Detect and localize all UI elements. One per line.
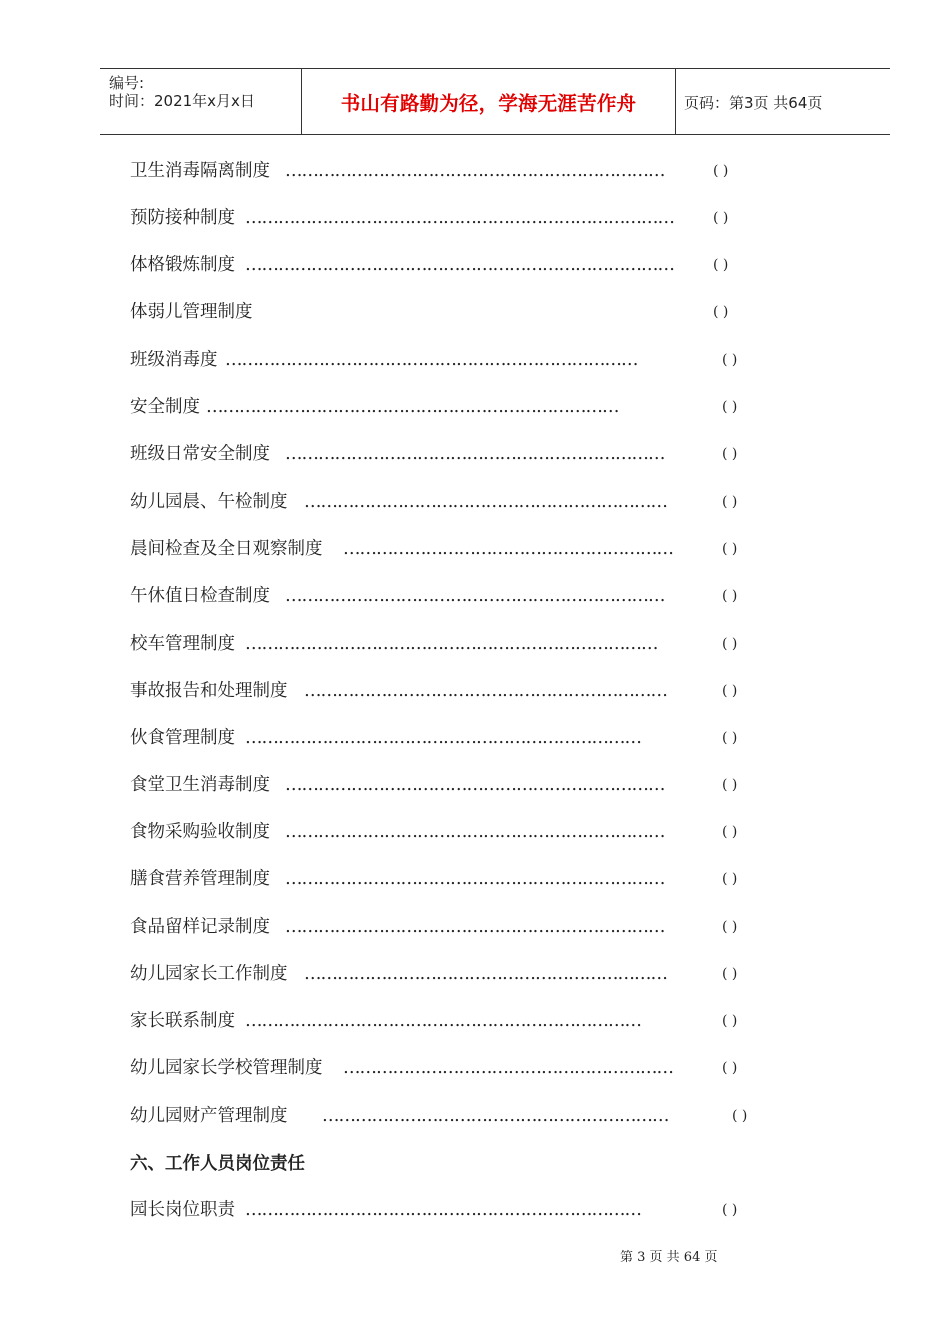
toc-entry [0, 584, 950, 608]
toc-entry-leader-dots: ……………………………………………………………… [245, 1200, 641, 1220]
toc-entry [0, 537, 950, 561]
toc-entry-page-placeholder: ( ) [722, 494, 738, 510]
toc-entry-label: 班级日常安全制度 [130, 444, 270, 464]
toc-entry-label: 幼儿园家长工作制度 [130, 964, 288, 984]
header-info-cell [100, 69, 302, 135]
toc-entry [0, 679, 950, 703]
toc-entry-leader-dots: …………………………………………………………… [285, 869, 665, 889]
toc-entry-label: 事故报告和处理制度 [130, 681, 288, 701]
toc-entry-page-placeholder: ( ) [722, 919, 738, 935]
toc-entry-label: 体格锻炼制度 [130, 255, 235, 275]
toc-entry [0, 253, 950, 277]
toc-entry-leader-dots: ……………………………………………………………… [245, 1011, 641, 1031]
toc-entry-page-placeholder: ( ) [722, 824, 738, 840]
toc-entry-page-placeholder: ( ) [713, 163, 729, 179]
toc-entry-leader-dots: ……………………………………………………………… [245, 728, 641, 748]
toc-entry-leader-dots: ………………………………………………………… [304, 681, 667, 701]
toc-entry-leader-dots: …………………………………………………… [343, 1058, 673, 1078]
toc-entry-leader-dots: …………………………………………………………… [285, 917, 665, 937]
toc-entry [0, 159, 950, 183]
toc-entry-label: 膳食营养管理制度 [130, 869, 270, 889]
toc-entry-label: 体弱儿管理制度 [130, 302, 253, 322]
toc-entry-label: 班级消毒度 [130, 350, 218, 370]
toc-entry-label: 卫生消毒隔离制度 [130, 161, 270, 181]
toc-entry-label: 食堂卫生消毒制度 [130, 775, 270, 795]
toc-entry-label: 校车管理制度 [130, 634, 235, 654]
page-header [100, 68, 890, 135]
toc-entry-label: 伙食管理制度 [130, 728, 235, 748]
toc-entry-leader-dots: …………………………………………………………… [285, 161, 665, 181]
toc-entry [0, 1056, 950, 1080]
toc-entry-page-placeholder: ( ) [722, 446, 738, 462]
toc-entry-leader-dots: ………………………………………………………… [304, 964, 667, 984]
toc-entry [0, 1009, 950, 1033]
toc-entry-leader-dots: …………………………………………………………… [285, 444, 665, 464]
toc-entry-leader-dots: ………………………………………………………………… [245, 634, 658, 654]
page-code-text: 页码：第3页 共64页 [684, 93, 823, 112]
toc-entry-page-placeholder: ( ) [722, 1060, 738, 1076]
toc-entry-page-placeholder: ( ) [722, 636, 738, 652]
toc-entry-page-placeholder: ( ) [722, 352, 738, 368]
toc-entry-page-placeholder: ( ) [722, 588, 738, 604]
document-time-label: 时间：2021年x月x日 [109, 92, 255, 110]
document-number-label: 编号: [109, 74, 145, 92]
toc-entry-page-placeholder: ( ) [713, 210, 729, 226]
toc-entry [0, 915, 950, 939]
toc-entry-page-placeholder: ( ) [722, 871, 738, 887]
toc-entry-page-placeholder: ( ) [722, 1202, 738, 1218]
toc-entry [0, 395, 950, 419]
toc-entry-page-placeholder: ( ) [722, 1013, 738, 1029]
toc-entry-page-placeholder: ( ) [722, 730, 738, 746]
toc-entry-page-placeholder: ( ) [722, 966, 738, 982]
toc-entry [0, 206, 950, 230]
page-footer [0, 1246, 950, 1265]
toc-entry-page-placeholder: ( ) [722, 683, 738, 699]
toc-entry-leader-dots: …………………………………………………………… [285, 822, 665, 842]
toc-entry [0, 867, 950, 891]
toc-entry-label: 安全制度 [130, 397, 200, 417]
toc-entry-leader-dots: …………………………………………………………… [285, 586, 665, 606]
toc-entry-page-placeholder: ( ) [722, 399, 738, 415]
toc-entry-label: 预防接种制度 [130, 208, 235, 228]
motto-text: 书山有路勤为径，学海无涯苦作舟 [340, 92, 637, 115]
toc-entry-label: 家长联系制度 [130, 1011, 235, 1031]
footer-page-number: 第 3 页 共 64 页 [620, 1250, 718, 1265]
toc-entry-leader-dots: …………………………………………………………………… [245, 255, 674, 275]
toc-entry-label: 晨间检查及全日观察制度 [130, 539, 323, 559]
toc-entry-leader-dots: ………………………………………………………………… [206, 397, 619, 417]
toc-entry-leader-dots: ……………………………………………………… [322, 1106, 669, 1126]
toc-entry [0, 820, 950, 844]
toc-entry-page-placeholder: ( ) [713, 257, 729, 273]
toc-entry-page-placeholder: ( ) [732, 1108, 748, 1124]
toc-entry-label: 午休值日检查制度 [130, 586, 270, 606]
toc-entry [0, 1198, 950, 1222]
toc-entry-leader-dots: …………………………………………………………… [285, 775, 665, 795]
header-motto-cell [302, 69, 676, 135]
toc-entry-leader-dots: …………………………………………………… [343, 539, 673, 559]
toc-entry-label: 幼儿园晨、午检制度 [130, 492, 288, 512]
toc-entry-label: 幼儿园财产管理制度 [130, 1106, 288, 1126]
toc-entry [0, 773, 950, 797]
toc-entry-label: 园长岗位职责 [130, 1200, 235, 1220]
toc-entry-leader-dots: ………………………………………………………… [304, 492, 667, 512]
toc-entry-leader-dots: …………………………………………………………………… [245, 208, 674, 228]
section-heading: 六、工作人员岗位责任 [130, 1154, 305, 1174]
toc-entry [0, 1104, 950, 1128]
toc-entry [0, 490, 950, 514]
toc-entry [0, 962, 950, 986]
toc-entry-page-placeholder: ( ) [722, 541, 738, 557]
toc-entry-leader-dots: ………………………………………………………………… [225, 350, 638, 370]
toc-entry-label: 幼儿园家长学校管理制度 [130, 1058, 323, 1078]
toc-entry-page-placeholder: ( ) [713, 304, 729, 320]
toc-entry-page-placeholder: ( ) [722, 777, 738, 793]
toc-entry-label: 食品留样记录制度 [130, 917, 270, 937]
toc-entry [0, 300, 950, 324]
toc-entry-label: 食物采购验收制度 [130, 822, 270, 842]
toc-entry [0, 632, 950, 656]
header-page-cell [676, 69, 890, 135]
toc-entry [0, 726, 950, 750]
toc-entry [0, 442, 950, 466]
toc-entry [0, 348, 950, 372]
